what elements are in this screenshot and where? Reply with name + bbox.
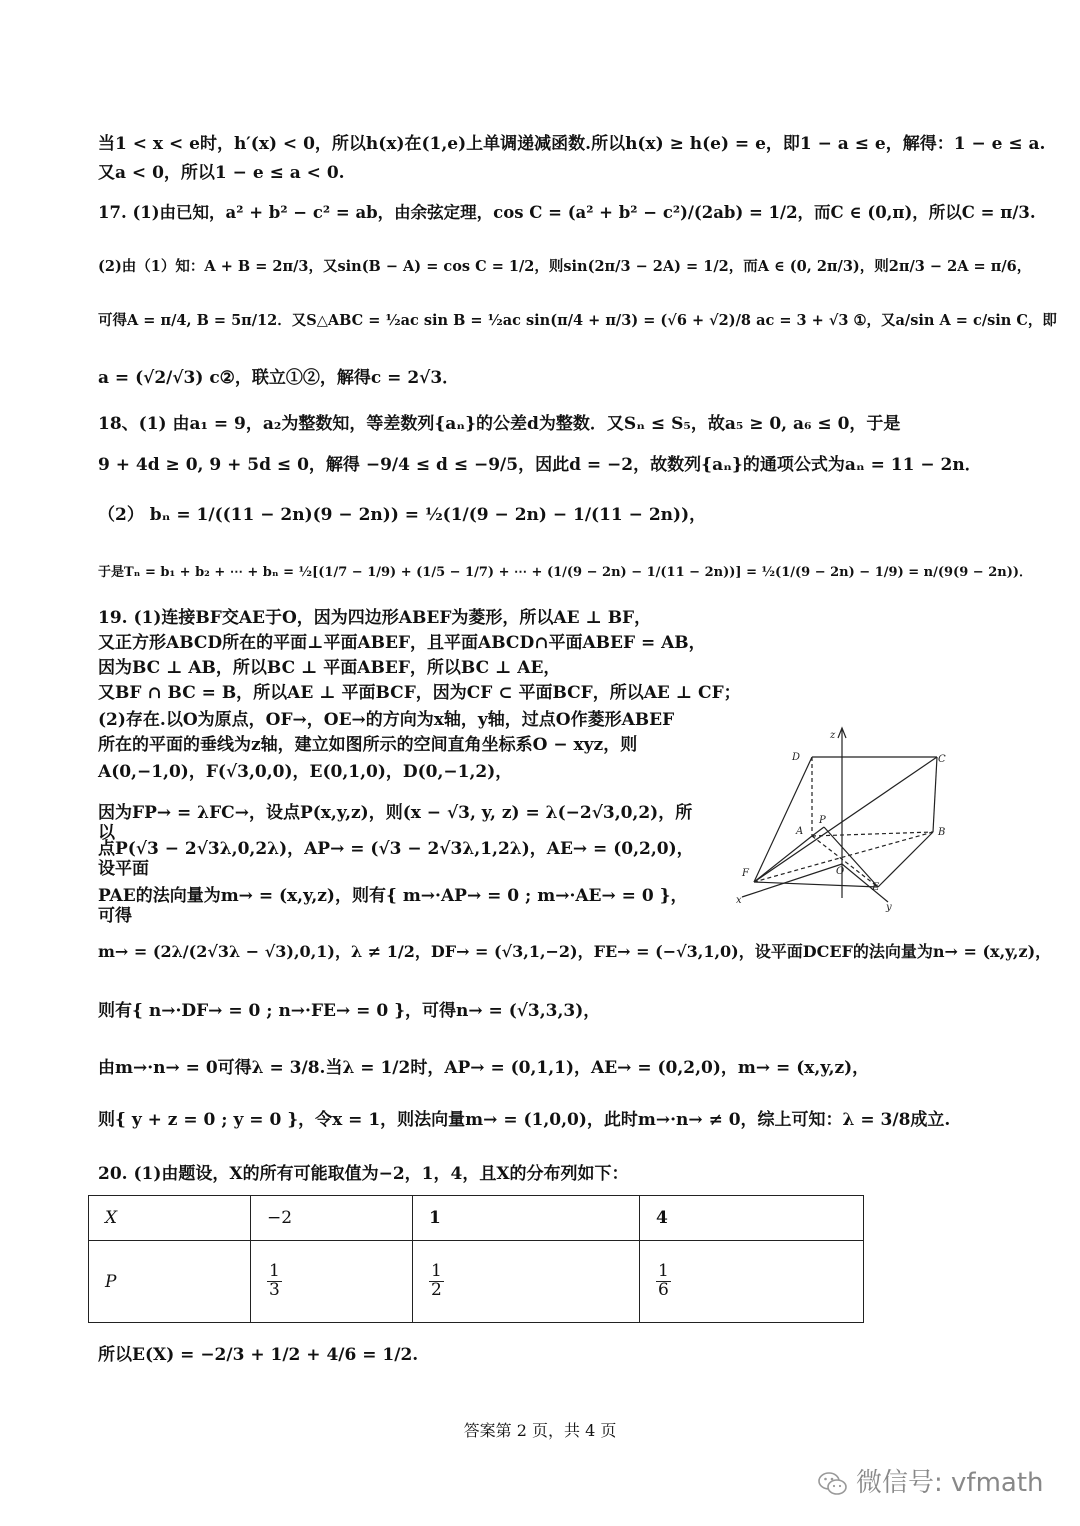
solution-line: A(0,−1,0)，F(√3,0,0)，E(0,1,0)，D(0,−1,2)， — [98, 762, 513, 782]
solution-line: 则{ y + z = 0 ; y = 0 }，令x = 1，则法向量m→ = (1,0,0)，此时m→·n→ ≠ 0，综上可知：λ = 3/8成立. — [98, 1110, 951, 1130]
table-row — [89, 1241, 864, 1323]
solution-line: 因为BC ⊥ AB，所以BC ⊥ 平面ABEF，所以BC ⊥ AE， — [98, 658, 561, 678]
table-cell — [251, 1241, 413, 1323]
fraction-numerator: 1 — [269, 1261, 280, 1282]
edge-FA — [754, 836, 812, 882]
solution-line: 18、(1) 由a₁ = 9，a₂为整数知，等差数列{aₙ}的公差d为整数．又Sₙ ≤ S₅，故a₅ ≥ 0, a₆ ≤ 0，于是 — [98, 414, 901, 434]
solution-line: 则有{ n→·DF→ = 0 ; n→·FE→ = 0 }，可得n→ = (√3,3,3)， — [98, 1001, 601, 1021]
solution-line: m→ = (2λ/(2√3λ − √3),0,1)，λ ≠ 1/2，DF→ = (√3,1,−2)，FE→ = (−√3,1,0)，设平面DCEF的法向量为n→ = (x,y,z)， — [98, 942, 1052, 961]
label-D: D — [792, 752, 801, 763]
table-row — [89, 1196, 864, 1241]
table-cell: 4 — [640, 1196, 864, 1241]
wechat-icon — [818, 1471, 848, 1497]
label-z: z — [830, 730, 836, 741]
edge-PA — [812, 827, 824, 836]
label-E: E — [872, 882, 880, 893]
edge-FC — [754, 757, 937, 882]
edge-CB — [933, 757, 937, 832]
solution-line: 可得A = π/4, B = 5π/12．又S△ABC = ½ac sin B = ½ac sin(π/4 + π/3) = (√6 + √2)/8 ac = 3 + √3 ①，又a/sin A = c/sin C，即 — [98, 312, 1057, 329]
table-cell — [640, 1241, 864, 1323]
solution-line: 于是Tₙ = b₁ + b₂ + ⋯ + bₙ = ½[(1/7 − 1/9) + (1/5 − 1/7) + ⋯ + (1/(9 − 2n) − 1/(11 − 2n))] = ½(1/(9 − 2n) − 1/9) = n/(9(9 − 2n))． — [98, 565, 1032, 580]
label-C: C — [938, 754, 946, 765]
page-footer: 答案第 2 页，共 4 页 — [463, 1421, 617, 1440]
table-cell-label: X — [89, 1196, 251, 1241]
table-cell — [413, 1241, 640, 1323]
solution-line: PAE的法向量为m→ = (x,y,z)，则有{ m→·AP→ = 0 ; m→·AE→ = 0 }，可得 — [98, 886, 688, 927]
solution-line: 又a < 0，所以1 − e ≤ a < 0. — [98, 163, 345, 183]
fraction-denominator: 6 — [658, 1280, 669, 1301]
solution-line: 17. (1)由已知，a² + b² − c² = ab，由余弦定理，cos C = (a² + b² − c²)/(2ab) = 1/2，而C ∈ (0,π)，所以C = π/3. — [98, 203, 1036, 222]
label-O: O — [836, 866, 845, 877]
label-A: A — [796, 826, 804, 837]
watermark-text: 微信号: vfmath — [856, 1468, 1044, 1498]
edge-AE — [812, 836, 878, 887]
solution-line: 又正方形ABCD所在的平面⊥平面ABEF，且平面ABCD∩平面ABEF = AB， — [98, 633, 706, 653]
solution-line: 又BF ∩ BC = B，所以AE ⊥ 平面BCF，因为CF ⊂ 平面BCF，所以AE ⊥ CF； — [98, 683, 741, 703]
solution-line: 点P(√3 − 2√3λ,0,2λ)，AP→ = (√3 − 2√3λ,1,2λ)，AE→ = (0,2,0)，设平面 — [98, 839, 694, 880]
y-axis — [842, 864, 888, 902]
table-cell: 1 — [413, 1196, 640, 1241]
spatial-coordinate-figure — [712, 724, 964, 914]
fraction-denominator: 3 — [269, 1280, 280, 1301]
solution-line: 9 + 4d ≥ 0, 9 + 5d ≤ 0，解得 −9/4 ≤ d ≤ −9/5，因此d = −2，故数列{aₙ}的通项公式为aₙ = 11 − 2n． — [98, 455, 982, 475]
fraction-numerator: 1 — [658, 1261, 669, 1282]
edge-PE — [824, 827, 878, 887]
solution-line: 所在的平面的垂线为z轴，建立如图所示的空间直角坐标系O − xyz，则 — [98, 735, 638, 755]
edge-DF — [754, 757, 812, 882]
label-P: P — [819, 815, 826, 826]
fraction-numerator: 1 — [431, 1261, 442, 1282]
solution-line: (2)由（1）知：A + B = 2π/3，又sin(B − A) = cos C = 1/2，则sin(2π/3 − 2A) = 1/2，而A ∈ (0, 2π/3)，则2π/3 − 2A = π/6， — [98, 258, 1032, 275]
table-cell: −2 — [251, 1196, 413, 1241]
solution-line: a = (√2/√3) c②，联立①②，解得c = 2√3． — [98, 368, 460, 388]
solution-line: 由m→·n→ = 0可得λ = 3/8.当λ = 1/2时，AP→ = (0,1,1)，AE→ = (0,2,0)，m→ = (x,y,z)， — [98, 1058, 870, 1078]
solution-line: 因为FP→ = λFC→，设点P(x,y,z)，则(x − √3, y, z) = λ(−2√3,0,2)，所以 — [98, 803, 693, 844]
solution-line: 当1 < x < e时，h′(x) < 0，所以h(x)在(1,e)上单调递减函数.所以h(x) ≥ h(e) = e，即1 − a ≤ e，解得：1 − e ≤ a. — [98, 134, 1046, 154]
edge-FE — [754, 882, 878, 887]
fraction-denominator: 2 — [431, 1280, 442, 1301]
solution-line: （2） bₙ = 1/((11 − 2n)(9 − 2n)) = ½(1/(9 − 2n) − 1/(11 − 2n))， — [98, 505, 707, 525]
solution-line: 20. (1)由题设，X的所有可能取值为−2，1，4，且X的分布列如下： — [98, 1164, 629, 1184]
solution-line: (2)存在.以O为原点，OF→，OE→的方向为x轴，y轴，过点O作菱形ABEF — [98, 710, 675, 730]
label-F: F — [742, 868, 749, 879]
solution-line: 所以E(X) = −2/3 + 1/2 + 4/6 = 1/2. — [98, 1345, 419, 1365]
label-x: x — [736, 895, 742, 906]
wechat-watermark — [818, 1462, 1044, 1499]
label-y: y — [886, 902, 892, 913]
table-cell-label: P — [89, 1241, 251, 1323]
distribution-table — [88, 1195, 864, 1323]
solution-line: 19. (1)连接BF交AE于O，因为四边形ABEF为菱形，所以AE ⊥ BF， — [98, 608, 652, 628]
label-B: B — [938, 827, 946, 838]
